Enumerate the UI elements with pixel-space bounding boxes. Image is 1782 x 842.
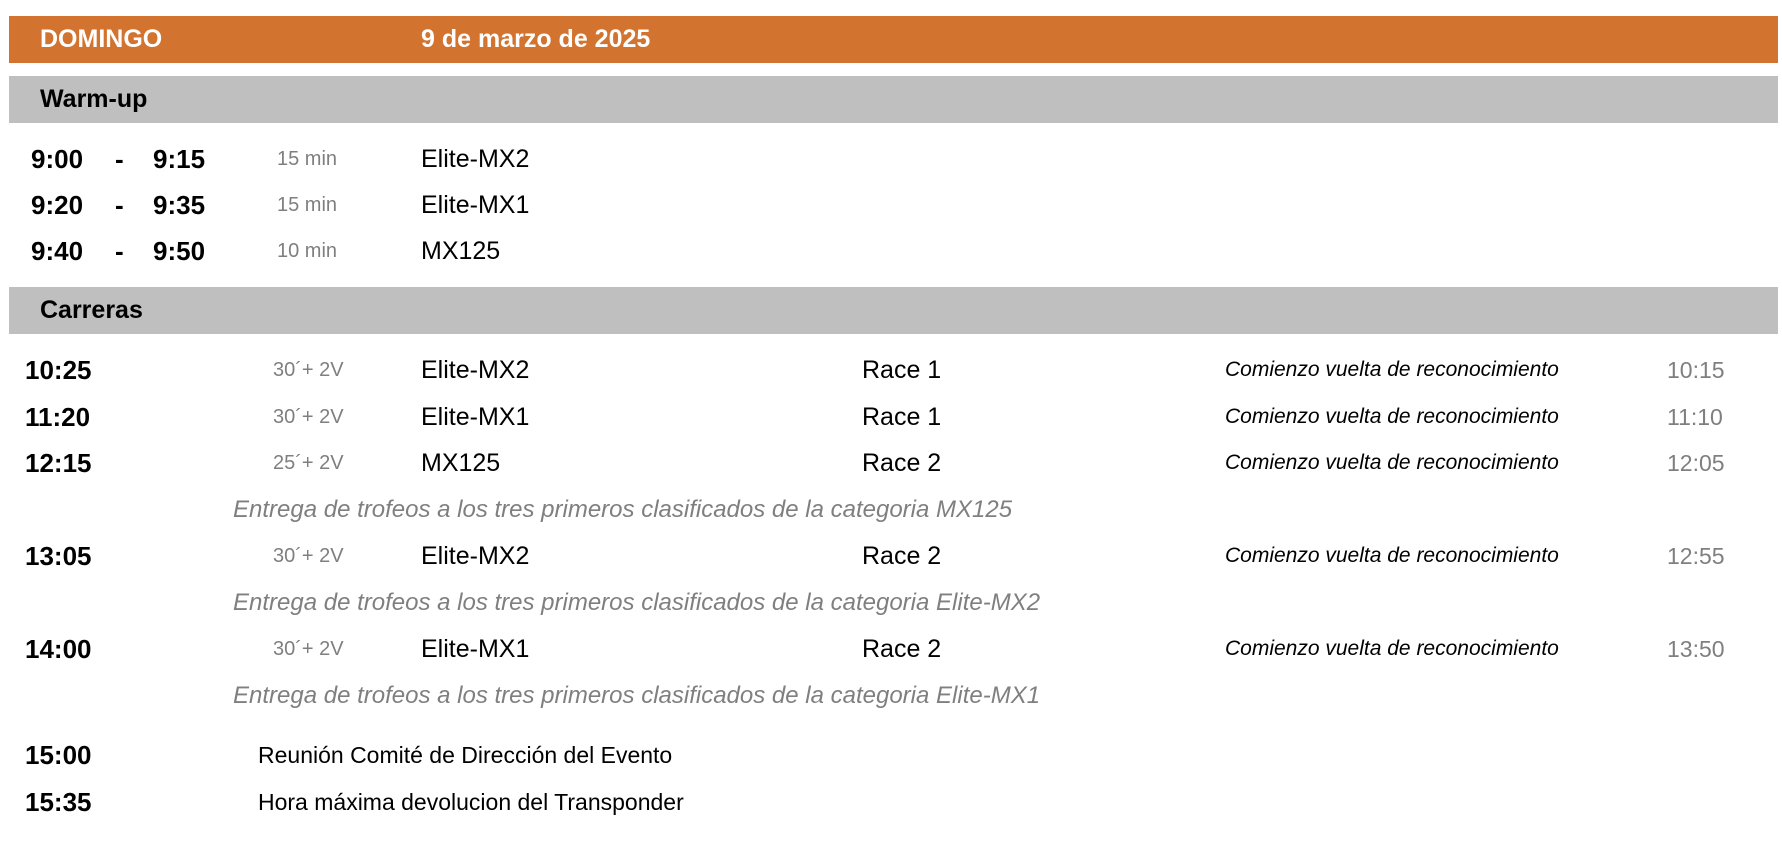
warmup-duration: 15 min <box>277 148 338 170</box>
races-section-header <box>9 287 1778 334</box>
event-row <box>0 781 1782 823</box>
warmup-end-time: 9:35 <box>153 190 206 220</box>
race-number: Race 1 <box>862 403 942 431</box>
race-row <box>0 349 1782 391</box>
race-duration: 30´+ 2V <box>273 406 344 428</box>
warmup-row <box>0 138 1782 180</box>
warmup-separator: - <box>115 190 124 220</box>
warmup-start-time: 9:20 <box>31 190 84 220</box>
trophy-row <box>0 675 1782 717</box>
trophy-note: Entrega de trofeos a los tres primeros clasificados de la categoria Elite-MX1 <box>233 682 1041 709</box>
warmup-section-header <box>9 76 1778 123</box>
race-time: 13:05 <box>25 541 92 571</box>
recon-time: 12:05 <box>1667 450 1725 476</box>
warmup-separator: - <box>115 144 124 174</box>
trophy-row <box>0 582 1782 624</box>
race-duration: 30´+ 2V <box>273 359 344 381</box>
warmup-duration: 10 min <box>277 240 338 262</box>
race-number: Race 2 <box>862 542 942 570</box>
warmup-row <box>0 230 1782 272</box>
warmup-category: Elite-MX2 <box>421 145 530 173</box>
warmup-start-time: 9:40 <box>31 236 84 266</box>
warmup-separator: - <box>115 236 124 266</box>
event-time: 15:00 <box>25 740 92 770</box>
race-duration: 30´+ 2V <box>273 638 344 660</box>
race-category: Elite-MX1 <box>421 403 530 431</box>
race-category: Elite-MX2 <box>421 356 530 384</box>
recon-label: Comienzo vuelta de reconocimiento <box>1225 358 1559 381</box>
race-category: Elite-MX1 <box>421 635 530 663</box>
recon-time: 13:50 <box>1667 636 1725 662</box>
race-time: 11:20 <box>25 402 91 432</box>
date-label: 9 de marzo de 2025 <box>421 25 651 53</box>
warmup-category: MX125 <box>421 237 501 265</box>
event-label: Hora máxima devolucion del Transponder <box>258 789 684 815</box>
race-time: 14:00 <box>25 634 92 664</box>
race-number: Race 2 <box>862 635 942 663</box>
warmup-duration: 15 min <box>277 194 338 216</box>
event-label: Reunión Comité de Dirección del Evento <box>258 742 673 768</box>
race-time: 12:15 <box>25 448 92 478</box>
warmup-end-time: 9:50 <box>153 236 206 266</box>
day-label: DOMINGO <box>40 25 163 53</box>
warmup-title: Warm-up <box>40 85 148 113</box>
recon-label: Comienzo vuelta de reconocimiento <box>1225 405 1559 428</box>
warmup-row <box>0 184 1782 226</box>
race-row <box>0 396 1782 438</box>
race-number: Race 1 <box>862 356 942 384</box>
warmup-category: Elite-MX1 <box>421 191 530 219</box>
warmup-start-time: 9:00 <box>31 144 84 174</box>
recon-label: Comienzo vuelta de reconocimiento <box>1225 544 1559 567</box>
trophy-note: Entrega de trofeos a los tres primeros clasificados de la categoria MX125 <box>233 496 1013 523</box>
trophy-note: Entrega de trofeos a los tres primeros clasificados de la categoria Elite-MX2 <box>233 589 1041 616</box>
recon-time: 12:55 <box>1667 543 1725 569</box>
race-number: Race 2 <box>862 449 942 477</box>
races-title: Carreras <box>40 296 143 324</box>
event-row <box>0 734 1782 776</box>
race-category: Elite-MX2 <box>421 542 530 570</box>
race-category: MX125 <box>421 449 501 477</box>
race-row <box>0 535 1782 577</box>
recon-time: 11:10 <box>1667 404 1723 430</box>
race-time: 10:25 <box>25 355 92 385</box>
warmup-end-time: 9:15 <box>153 144 206 174</box>
race-row <box>0 628 1782 670</box>
recon-label: Comienzo vuelta de reconocimiento <box>1225 637 1559 660</box>
event-time: 15:35 <box>25 787 92 817</box>
race-duration: 30´+ 2V <box>273 545 344 567</box>
race-row <box>0 442 1782 484</box>
day-header <box>9 16 1778 63</box>
race-duration: 25´+ 2V <box>273 452 344 474</box>
recon-time: 10:15 <box>1667 357 1725 383</box>
recon-label: Comienzo vuelta de reconocimiento <box>1225 451 1559 474</box>
trophy-row <box>0 489 1782 531</box>
